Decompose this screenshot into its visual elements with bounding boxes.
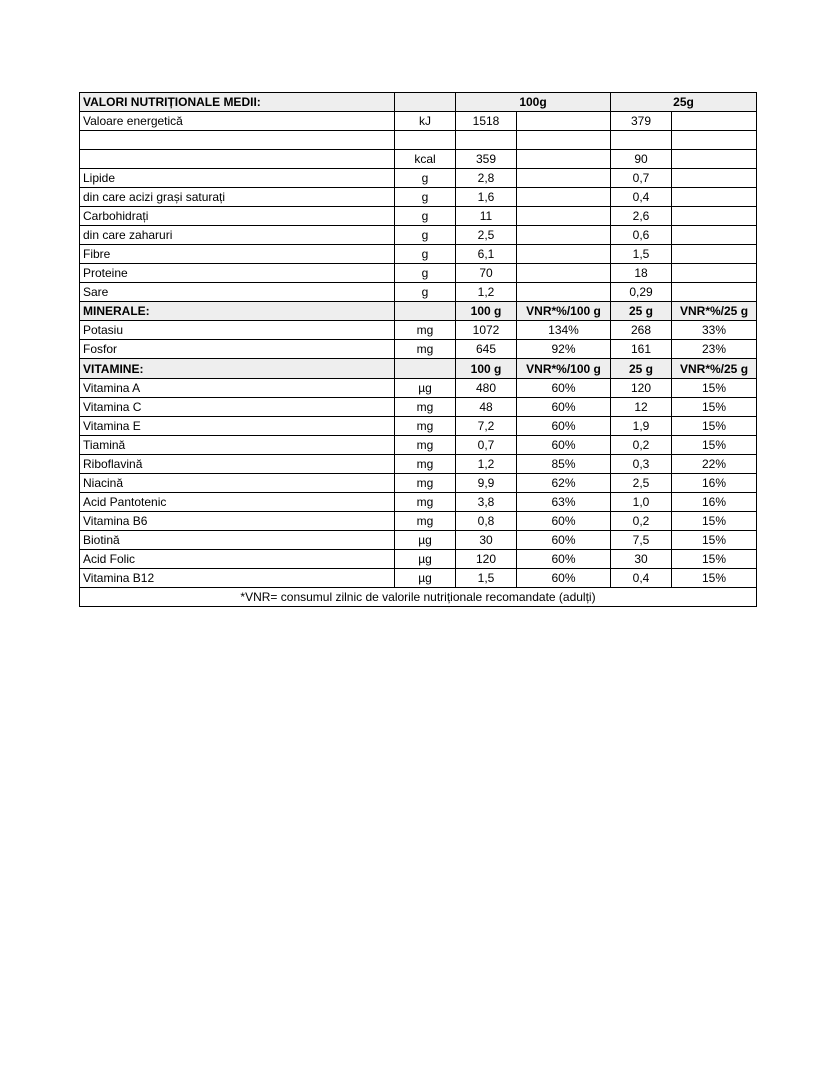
value-25g: 12: [611, 398, 672, 417]
vitamin-name: Vitamina B6: [80, 512, 395, 531]
vitamin-unit: µg: [395, 550, 456, 569]
vitamin-name: Vitamina E: [80, 417, 395, 436]
mineral-unit: mg: [395, 321, 456, 340]
unit-kcal: kcal: [395, 150, 456, 169]
value-100g: 1,2: [456, 283, 517, 302]
column-header-vnr-100g: VNR*%/100 g: [517, 359, 611, 379]
value-100g: 0,8: [456, 512, 517, 531]
vitamin-unit: mg: [395, 512, 456, 531]
vitamin-row: [80, 436, 757, 455]
column-header-vnr-25g: VNR*%/25 g: [672, 302, 757, 321]
nutrient-unit: g: [395, 283, 456, 302]
vnr-100g: 60%: [517, 531, 611, 550]
nutrition-table: [79, 92, 757, 607]
energy-kj-25: 379: [611, 112, 672, 131]
vnr-25g: 22%: [672, 455, 757, 474]
value-25g: 1,0: [611, 493, 672, 512]
vitamin-name: Acid Folic: [80, 550, 395, 569]
nutrient-unit: g: [395, 226, 456, 245]
vnr-25g: 15%: [672, 417, 757, 436]
footnote-text: *VNR= consumul zilnic de valorile nutriționale recomandate (adulți): [80, 588, 757, 607]
vitamin-row: [80, 531, 757, 550]
vnr-25g: 23%: [672, 340, 757, 359]
energy-kj-100: 1518: [456, 112, 517, 131]
vitamin-name: Vitamina C: [80, 398, 395, 417]
vnr-25g: 15%: [672, 569, 757, 588]
vitamin-unit: mg: [395, 474, 456, 493]
value-25g: 0,2: [611, 512, 672, 531]
energy-kcal-100: 359: [456, 150, 517, 169]
vitamin-unit: µg: [395, 531, 456, 550]
value-25g: 0,4: [611, 188, 672, 207]
value-100g: 70: [456, 264, 517, 283]
value-100g: 480: [456, 379, 517, 398]
vitamin-name: Acid Pantotenic: [80, 493, 395, 512]
vitamin-row: [80, 569, 757, 588]
vnr-25g: 15%: [672, 398, 757, 417]
value-25g: 0,7: [611, 169, 672, 188]
vitamin-row: [80, 455, 757, 474]
vitamin-row: [80, 493, 757, 512]
mineral-title: MINERALE:: [80, 302, 395, 321]
vnr-100g: 62%: [517, 474, 611, 493]
value-100g: 2,8: [456, 169, 517, 188]
nutrient-unit: g: [395, 245, 456, 264]
vnr-100g: 60%: [517, 512, 611, 531]
vnr-25g: 15%: [672, 531, 757, 550]
nutrient-row: [80, 245, 757, 264]
column-header-100g: 100 g: [456, 359, 517, 379]
value-100g: 9,9: [456, 474, 517, 493]
vitamin-unit: mg: [395, 417, 456, 436]
value-25g: 0,6: [611, 226, 672, 245]
footnote-row: [80, 588, 757, 607]
nutrient-name: Sare: [80, 283, 395, 302]
nutrient-name: Carbohidrați: [80, 207, 395, 226]
energy-label: Valoare energetică: [80, 112, 395, 131]
vitamin-row: [80, 417, 757, 436]
vnr-25g: 15%: [672, 550, 757, 569]
vitamin-row: [80, 379, 757, 398]
value-25g: 1,9: [611, 417, 672, 436]
table-title: VALORI NUTRIȚIONALE MEDII:: [80, 93, 395, 112]
column-header-100g: 100 g: [456, 302, 517, 321]
value-100g: 7,2: [456, 417, 517, 436]
nutrient-name: Lipide: [80, 169, 395, 188]
nutrient-name: din care acizi grași saturați: [80, 188, 395, 207]
energy-kcal-25: 90: [611, 150, 672, 169]
empty-row: [80, 131, 757, 150]
value-100g: 0,7: [456, 436, 517, 455]
value-25g: 1,5: [611, 245, 672, 264]
mineral-row: [80, 340, 757, 359]
vnr-25g: 16%: [672, 474, 757, 493]
mineral-header-row: [80, 302, 757, 321]
vitamin-unit: mg: [395, 493, 456, 512]
vitamin-header-row: [80, 359, 757, 379]
value-25g: 0,4: [611, 569, 672, 588]
vitamin-row: [80, 474, 757, 493]
column-header-25g: 25 g: [611, 302, 672, 321]
vnr-100g: 134%: [517, 321, 611, 340]
value-100g: 48: [456, 398, 517, 417]
column-header-25g: 25g: [611, 93, 757, 112]
value-25g: 0,2: [611, 436, 672, 455]
nutrient-unit: g: [395, 264, 456, 283]
vnr-100g: 60%: [517, 379, 611, 398]
value-25g: 268: [611, 321, 672, 340]
vitamin-name: Niacină: [80, 474, 395, 493]
column-header-100g: 100g: [456, 93, 611, 112]
value-100g: 1,5: [456, 569, 517, 588]
mineral-unit: mg: [395, 340, 456, 359]
nutrient-row: [80, 207, 757, 226]
vitamin-unit: mg: [395, 436, 456, 455]
value-100g: 3,8: [456, 493, 517, 512]
energy-kj-row: [80, 112, 757, 131]
value-100g: 120: [456, 550, 517, 569]
nutrient-row: [80, 188, 757, 207]
column-header-vnr-100g: VNR*%/100 g: [517, 302, 611, 321]
value-25g: 0,3: [611, 455, 672, 474]
vnr-100g: 60%: [517, 569, 611, 588]
value-100g: 645: [456, 340, 517, 359]
value-100g: 2,5: [456, 226, 517, 245]
nutrient-name: Fibre: [80, 245, 395, 264]
header-row: [80, 93, 757, 112]
vitamin-unit: mg: [395, 455, 456, 474]
vnr-25g: 15%: [672, 436, 757, 455]
nutrient-unit: g: [395, 169, 456, 188]
nutrient-row: [80, 283, 757, 302]
vitamin-name: Tiamină: [80, 436, 395, 455]
nutrient-name: Proteine: [80, 264, 395, 283]
value-25g: 7,5: [611, 531, 672, 550]
vnr-100g: 85%: [517, 455, 611, 474]
nutrient-unit: g: [395, 207, 456, 226]
value-25g: 120: [611, 379, 672, 398]
vnr-100g: 60%: [517, 550, 611, 569]
vitamin-row: [80, 398, 757, 417]
vitamin-row: [80, 512, 757, 531]
value-25g: 30: [611, 550, 672, 569]
vitamin-row: [80, 550, 757, 569]
mineral-name: Potasiu: [80, 321, 395, 340]
vnr-25g: 15%: [672, 512, 757, 531]
vitamin-name: Vitamina B12: [80, 569, 395, 588]
vnr-25g: 16%: [672, 493, 757, 512]
vitamin-name: Biotină: [80, 531, 395, 550]
nutrient-name: din care zaharuri: [80, 226, 395, 245]
value-100g: 6,1: [456, 245, 517, 264]
value-100g: 1072: [456, 321, 517, 340]
vnr-25g: 33%: [672, 321, 757, 340]
mineral-name: Fosfor: [80, 340, 395, 359]
value-25g: 2,5: [611, 474, 672, 493]
value-100g: 1,2: [456, 455, 517, 474]
vitamin-name: Vitamina A: [80, 379, 395, 398]
nutrient-row: [80, 169, 757, 188]
vitamin-name: Riboflavină: [80, 455, 395, 474]
value-25g: 161: [611, 340, 672, 359]
value-100g: 11: [456, 207, 517, 226]
energy-kcal-row: [80, 150, 757, 169]
column-header-vnr-25g: VNR*%/25 g: [672, 359, 757, 379]
vnr-100g: 60%: [517, 417, 611, 436]
vnr-100g: 60%: [517, 398, 611, 417]
column-header-25g: 25 g: [611, 359, 672, 379]
value-25g: 0,29: [611, 283, 672, 302]
nutrient-unit: g: [395, 188, 456, 207]
value-25g: 18: [611, 264, 672, 283]
vnr-100g: 60%: [517, 436, 611, 455]
nutrient-row: [80, 264, 757, 283]
vitamin-unit: µg: [395, 379, 456, 398]
vnr-25g: 15%: [672, 379, 757, 398]
vitamin-title: VITAMINE:: [80, 359, 395, 379]
value-100g: 1,6: [456, 188, 517, 207]
vnr-100g: 63%: [517, 493, 611, 512]
nutrient-row: [80, 226, 757, 245]
mineral-row: [80, 321, 757, 340]
value-100g: 30: [456, 531, 517, 550]
unit-kj: kJ: [395, 112, 456, 131]
vitamin-unit: µg: [395, 569, 456, 588]
vnr-100g: 92%: [517, 340, 611, 359]
value-25g: 2,6: [611, 207, 672, 226]
vitamin-unit: mg: [395, 398, 456, 417]
